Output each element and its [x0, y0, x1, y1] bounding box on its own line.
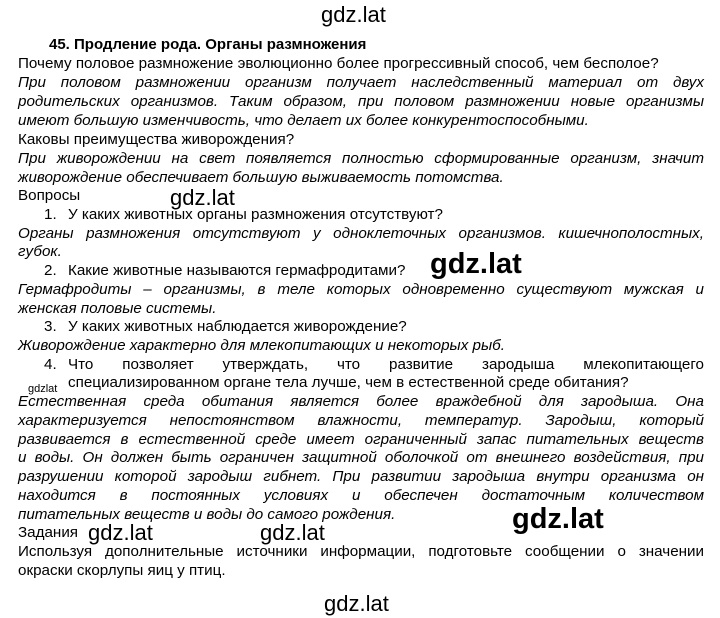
answer-text: Живорождение характерно для млекопитающих и некоторых рыб.: [18, 337, 505, 354]
question-text: Что позволяет утверждать, что развитие зародыша млекопитающего: [68, 356, 704, 373]
question-text: Почему половое размножение эволюционно более прогрессивный способ, чем бесполое?: [18, 55, 659, 72]
questions-heading: Вопросы: [18, 187, 81, 204]
tasks-heading: Задания: [18, 524, 79, 541]
answer-text: женская половые системы.: [18, 300, 217, 317]
watermark-small: gdzlat: [28, 383, 58, 395]
watermark: gdz.lat: [430, 248, 522, 280]
question-text: У каких животных наблюдается живорождение?: [68, 318, 407, 335]
watermark: gdz.lat: [88, 520, 153, 545]
watermark: gdz.lat: [512, 503, 604, 535]
watermark-bottom: gdz.lat: [324, 591, 389, 616]
answer-text: родительских организмов. Таким образом, при половом размножении новые организмы: [18, 93, 704, 110]
question-text: специализированном органе тела лучше, чем в естественной среде обитания?: [68, 374, 629, 391]
watermark-top: gdz.lat: [321, 2, 386, 27]
task-text: окраски скорлупы яиц у птиц.: [18, 562, 226, 579]
task-text: Используя дополнительные источники информации, подготовьте сообщении о значении: [18, 543, 704, 560]
question-number: 2.: [44, 262, 57, 279]
answer-text: имеют большую изменчивость, что делает их более конкурентоспособными.: [18, 112, 589, 129]
answer-text: губок.: [18, 243, 62, 260]
watermark: gdz.lat: [170, 185, 235, 210]
question-item: [44, 262, 704, 280]
answer-text: Естественная среда обитания является более враждебной для зародыша. Она: [18, 393, 704, 410]
answer-text: и воды. Он должен быть ограничен защитной оболочкой от внешнего воздействия, при: [18, 449, 704, 466]
answer-text: Гермафродиты – организмы, в теле которых одновременно существуют мужская и: [18, 281, 704, 298]
answer-text: При живорождении на свет появляется полностью сформированные организм, значит: [18, 150, 704, 167]
question-text: Каковы преимущества живорождения?: [18, 131, 295, 148]
answer-text: питательных веществ и воды до самого рождения.: [18, 506, 396, 523]
question-text: Какие животные называются гермафродитами?: [68, 262, 406, 279]
question-item: [44, 206, 704, 224]
answer-text: Органы размножения отсутствуют у одноклеточных организмов. кишечнополостных,: [18, 225, 704, 242]
watermark: gdz.lat: [260, 520, 325, 545]
answer-text: находится в постоянных условиях и обеспечен достаточным количеством: [18, 487, 704, 504]
question-number: 3.: [44, 318, 57, 335]
section-title: 45. Продление рода. Органы размножения: [49, 36, 367, 53]
answer-text: разрушении которой зародыш гибнет. При развитии зародыша внутри организма он: [18, 468, 704, 485]
question-item: [44, 318, 704, 336]
question-number: 1.: [44, 206, 57, 223]
question-item: [44, 356, 704, 374]
answer-text: развивается в естественной среде имеет ограниченный запас питательных веществ: [18, 431, 704, 448]
answer-text: живорождение обеспечивает большую выживаемость потомства.: [18, 169, 504, 186]
question-number: 4.: [44, 356, 57, 373]
answer-text: характеризуется непостоянством влажности, температур. Зародыш, который: [18, 412, 704, 429]
answer-text: При половом размножении организм получает наследственный материал от двух: [18, 74, 704, 91]
question-text: У каких животных органы размножения отсутствуют?: [68, 206, 443, 223]
